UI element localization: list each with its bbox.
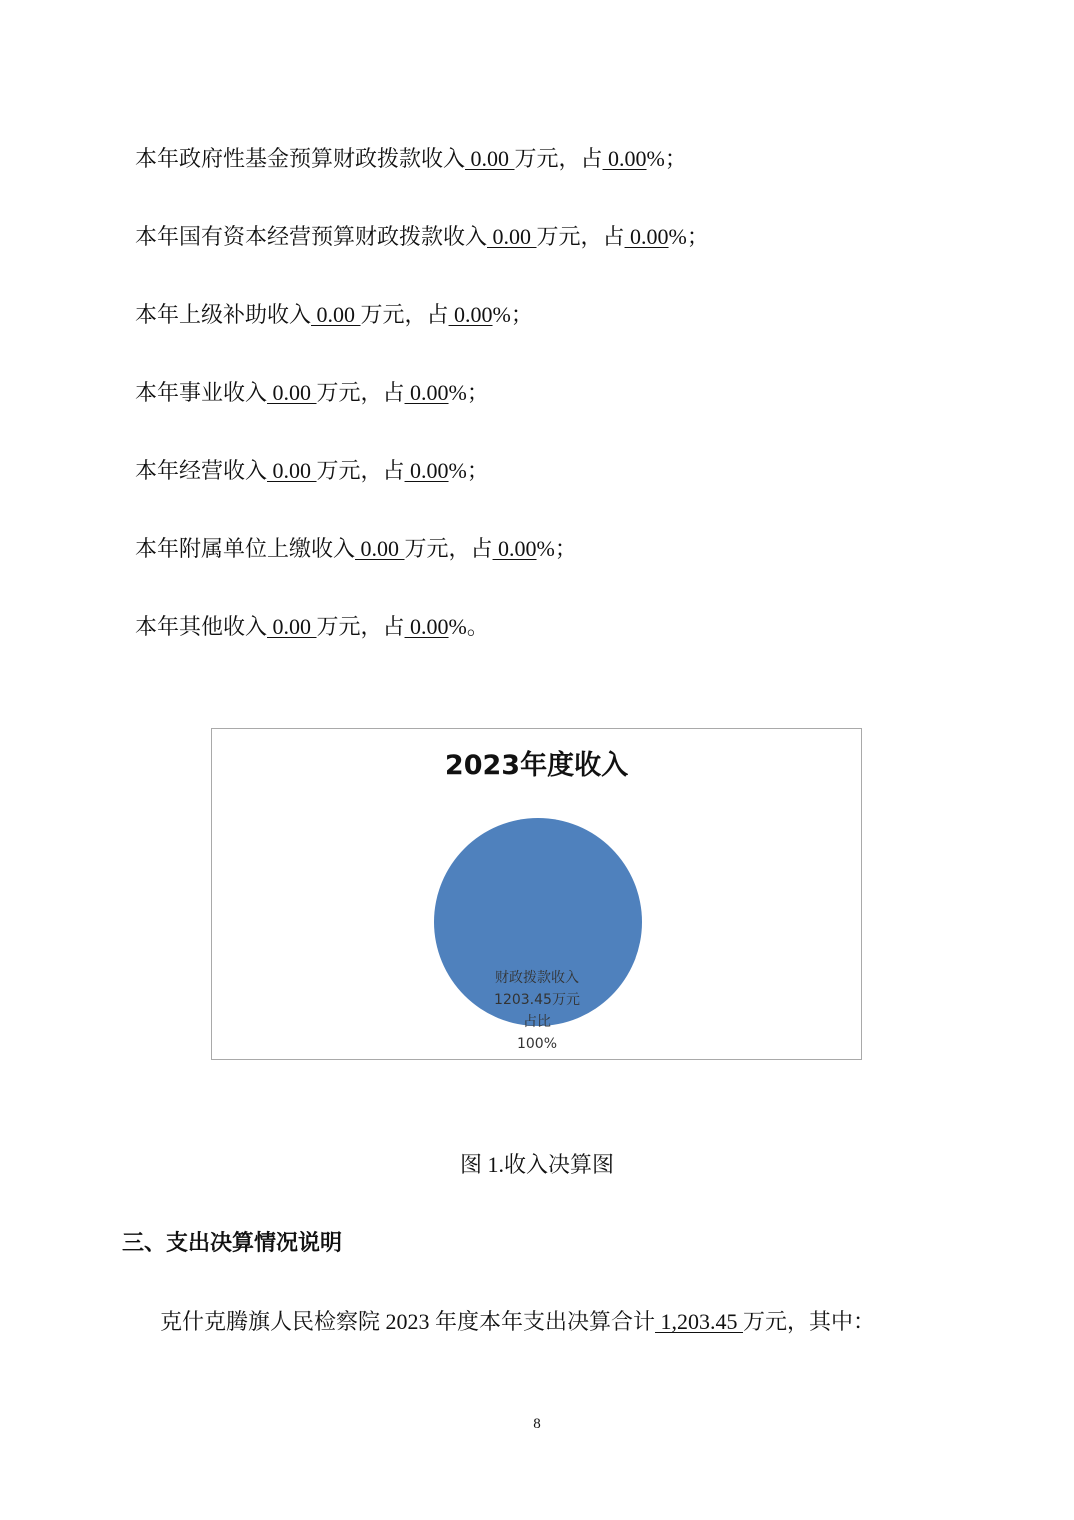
income-percent-suffix: %；: [448, 458, 489, 483]
income-amount: 0.00: [487, 224, 537, 249]
income-line-operating: [135, 456, 489, 486]
income-amount: 0.00: [267, 614, 317, 639]
income-percent: 0.00: [624, 224, 669, 249]
income-percent: 0.00: [404, 380, 449, 405]
income-unit-text: 万元，占: [514, 146, 603, 171]
income-unit-text: 万元，占: [536, 224, 625, 249]
income-unit-text: 万元，占: [316, 380, 405, 405]
income-percent-suffix: %；: [492, 302, 533, 327]
income-percent: 0.00: [602, 146, 647, 171]
slice-name: 财政拨款收入: [495, 970, 579, 986]
income-line-state-capital: [135, 222, 709, 252]
slice-value: 1203.45万元: [494, 992, 580, 1008]
income-amount: 0.00: [267, 458, 317, 483]
income-line-label: 本年经营收入: [135, 458, 268, 483]
expenditure-amount: 1,203.45: [655, 1309, 744, 1334]
income-line-government-fund: [135, 144, 687, 174]
income-unit-text: 万元，占: [316, 458, 405, 483]
income-line-superior-subsidy: [135, 300, 533, 330]
income-percent: 0.00: [492, 536, 537, 561]
income-amount: 0.00: [465, 146, 515, 171]
expenditure-prefix: 克什克腾旗人民检察院 2023 年度本年支出决算合计: [160, 1309, 656, 1334]
income-percent: 0.00: [404, 458, 449, 483]
income-percent-suffix: %；: [448, 380, 489, 405]
income-line-label: 本年政府性基金预算财政拨款收入: [135, 146, 466, 171]
expenditure-suffix: 万元，其中：: [743, 1309, 876, 1334]
income-percent: 0.00: [404, 614, 449, 639]
income-percent-suffix: %；: [668, 224, 709, 249]
income-unit-text: 万元，占: [404, 536, 493, 561]
income-amount: 0.00: [311, 302, 361, 327]
income-line-label: 本年上级补助收入: [135, 302, 312, 327]
income-line-label: 本年事业收入: [135, 380, 268, 405]
income-percent-suffix: %；: [646, 146, 687, 171]
income-unit-text: 万元，占: [360, 302, 449, 327]
income-percent: 0.00: [448, 302, 493, 327]
pie-slice-label: [437, 967, 637, 1055]
income-percent-suffix: %；: [536, 536, 577, 561]
income-line-business: [135, 378, 489, 408]
expenditure-paragraph: [160, 1305, 875, 1336]
figure-caption: 图 1.收入决算图: [459, 1152, 614, 1177]
income-line-label: 本年国有资本经营预算财政拨款收入: [135, 224, 488, 249]
income-pie-chart: [211, 728, 862, 1060]
income-percent-suffix: %。: [448, 614, 489, 639]
page-number: 8: [533, 1416, 541, 1432]
chart-title: 2023年度收入: [444, 750, 629, 781]
slice-share-label: 占比: [523, 1014, 551, 1030]
income-amount: 0.00: [267, 380, 317, 405]
slice-percent: 100%: [516, 1036, 558, 1052]
income-unit-text: 万元，占: [316, 614, 405, 639]
section-heading: 三、支出决算情况说明: [122, 1231, 343, 1256]
income-line-label: 本年其他收入: [135, 614, 268, 639]
income-line-label: 本年附属单位上缴收入: [135, 536, 356, 561]
income-amount: 0.00: [355, 536, 405, 561]
income-line-other: [135, 612, 489, 642]
income-line-affiliated-units: [135, 534, 577, 564]
